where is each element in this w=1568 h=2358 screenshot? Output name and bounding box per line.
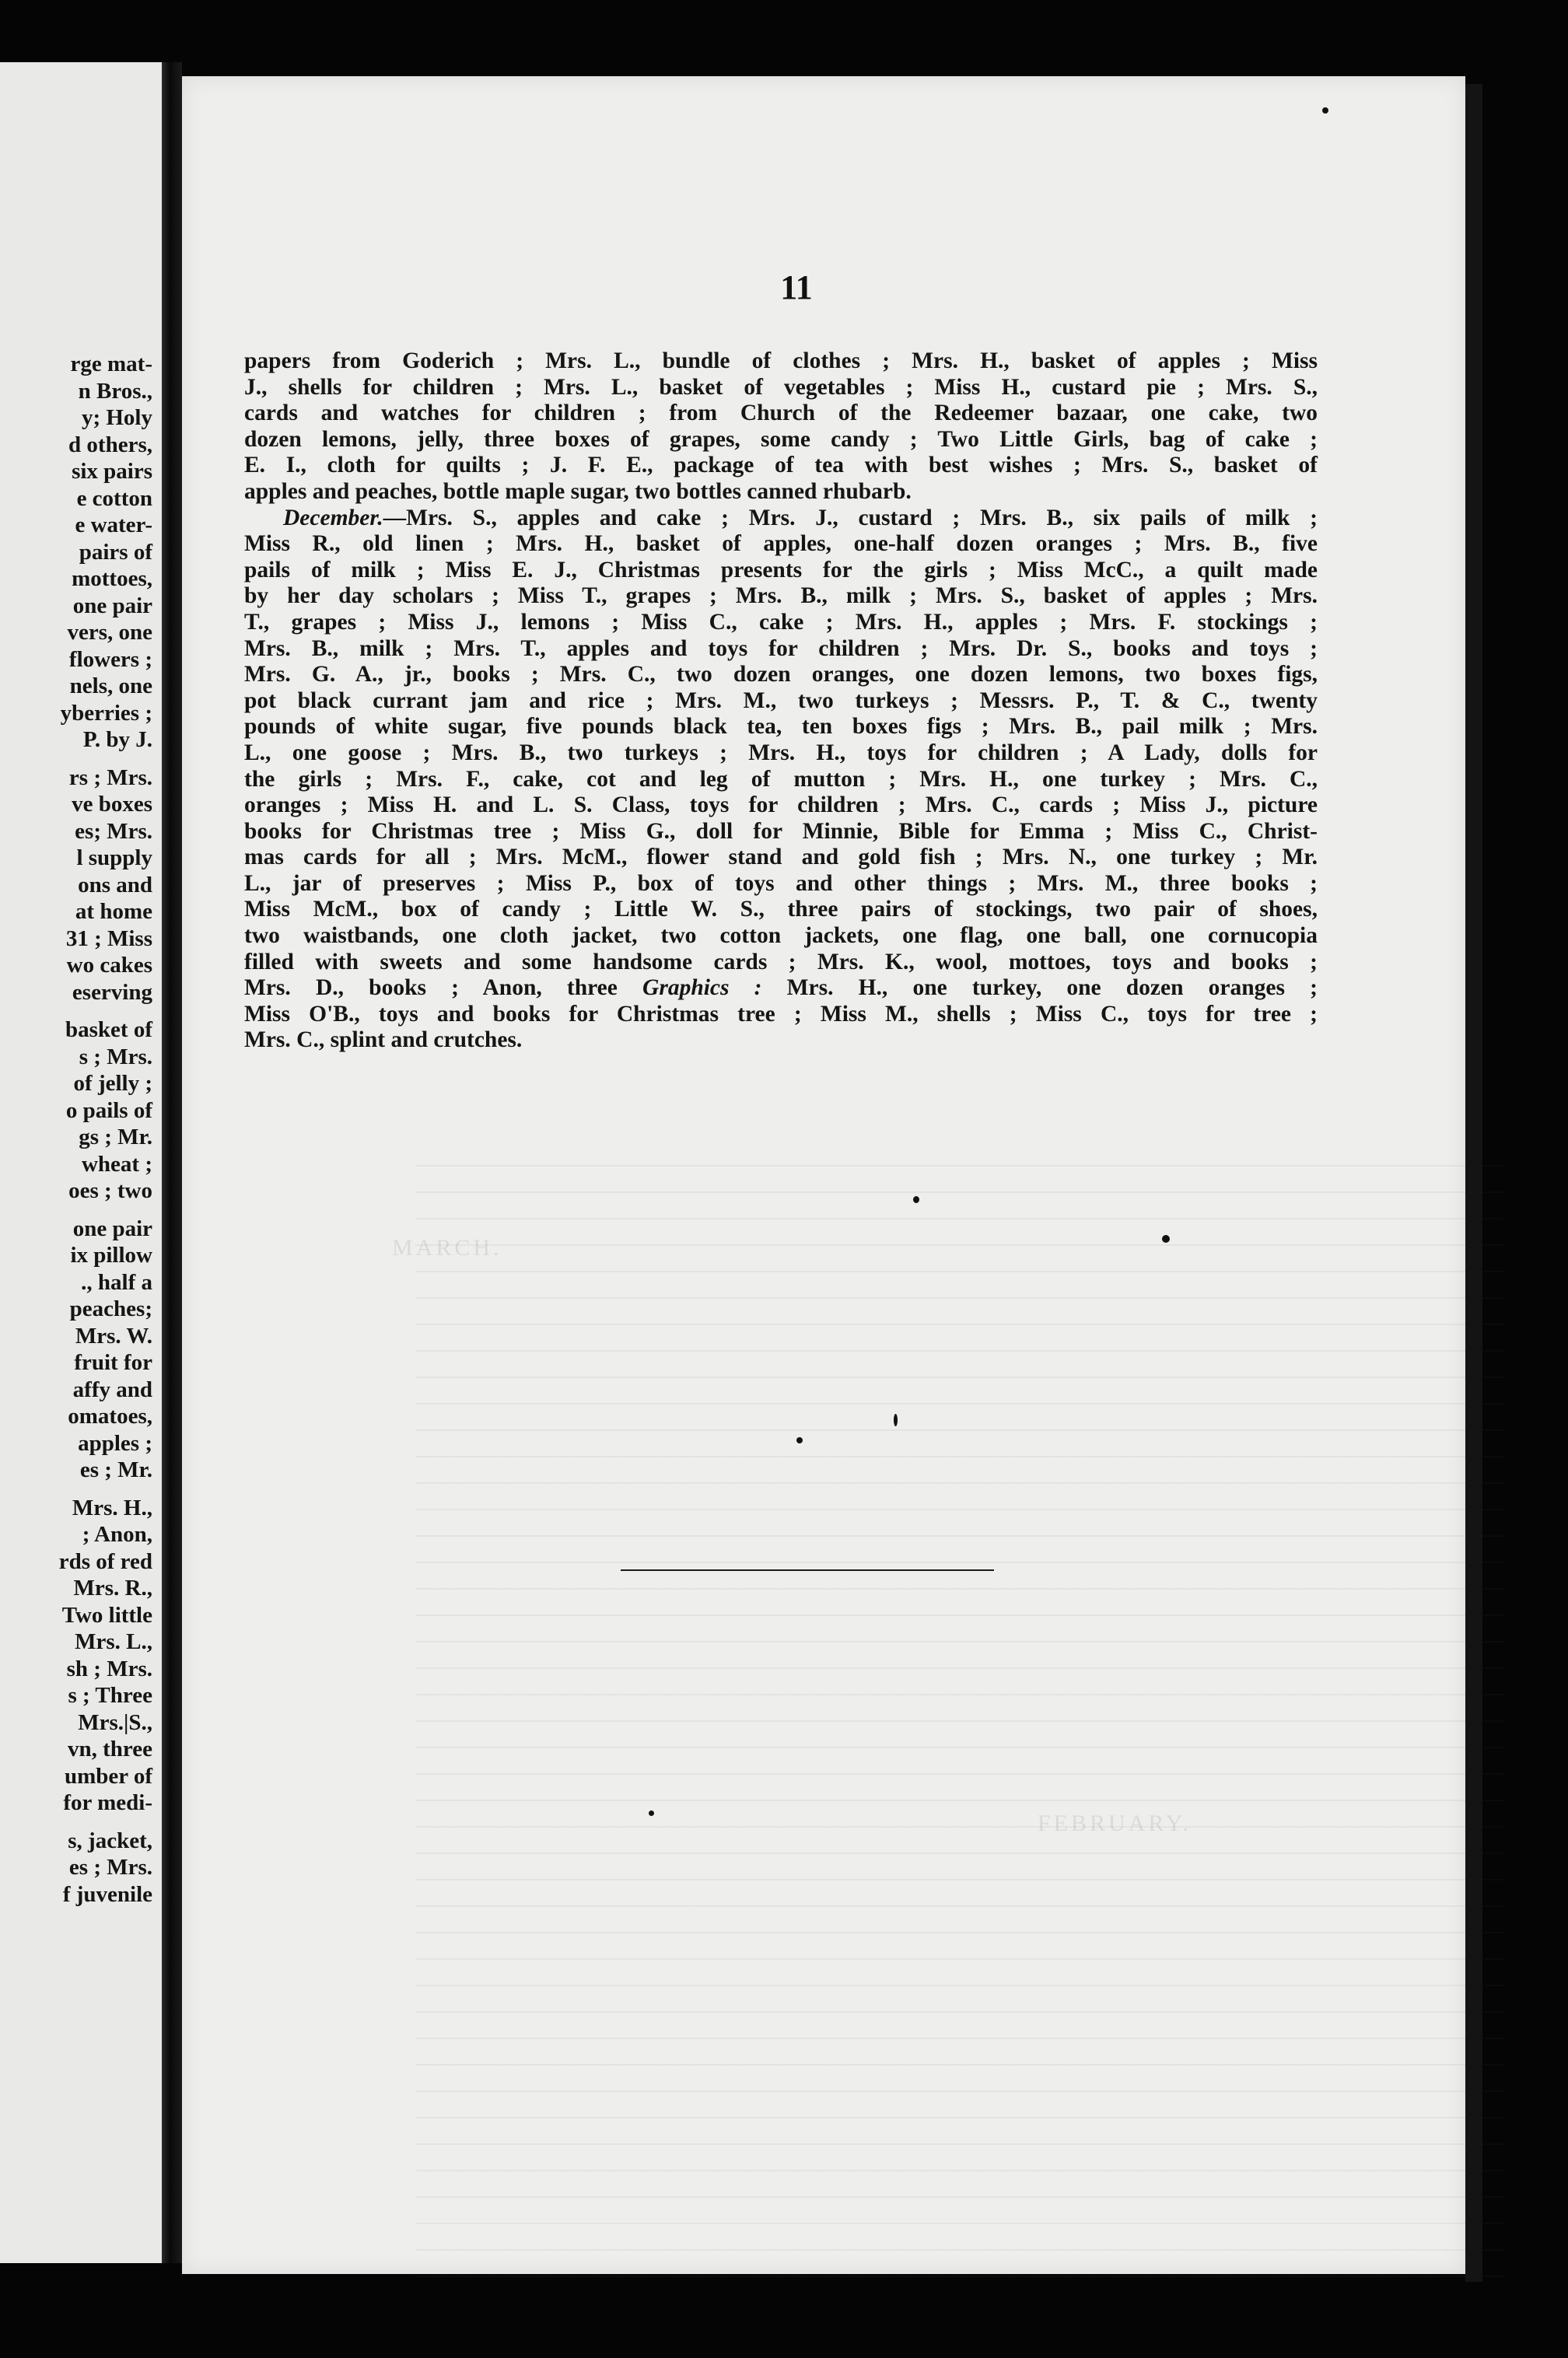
text-line: dozen lemons, jelly, three boxes of grapes, some candy ; Two Little Girls, bag of cake ; [244, 426, 1318, 452]
text-line: L., jar of preserves ; Miss P., box of toys and other things ; Mrs. M., three books ; [244, 870, 1318, 896]
bleed-through-ledger [415, 1142, 1504, 2293]
left-page-line: ., half a [81, 1269, 152, 1295]
paragraph-december [244, 506, 1318, 1054]
left-page-line: at home [75, 899, 152, 924]
text-line: J., shells for children ; Mrs. L., basket of vegetables ; Miss H., custard pie ; Mrs. S., [244, 374, 1318, 400]
text-run: Mrs. D., books ; Anon, three [244, 975, 643, 1001]
left-page-line: Mrs. W. [75, 1323, 152, 1349]
text-line: pounds of white sugar, five pounds black tea, ten boxes figs ; Mrs. B., pail milk ; Mrs. [244, 714, 1318, 740]
text-run: —Mrs. S., apples and cake ; Mrs. J., custard ; Mrs. B., six pails of milk ; [383, 505, 1318, 530]
left-page-line: for medi- [63, 1790, 152, 1815]
text-line: Miss McM., box of candy ; Little W. S., three pairs of stockings, two pair of shoes, [244, 897, 1318, 922]
left-page-line: 31 ; Miss [65, 925, 152, 951]
left-page-line: Two little [61, 1602, 152, 1628]
left-page-line: affy and [72, 1377, 152, 1402]
left-page-line: o pails of [65, 1097, 152, 1123]
left-page-line: vn, three [67, 1737, 152, 1762]
text-line: mas cards for all ; Mrs. McM., flower stand and gold fish ; Mrs. N., one turkey ; Mr. [244, 845, 1318, 870]
left-page-line: rge mat- [70, 352, 152, 376]
text-line: books for Christmas tree ; Miss G., doll for Minnie, Bible for Emma ; Miss C., Christ- [244, 818, 1318, 844]
donations-text [244, 348, 1318, 1054]
left-page-line: ; Anon, [82, 1522, 152, 1547]
left-page-line: fruit for [74, 1350, 152, 1375]
left-page-line: n Bros., [78, 378, 152, 404]
left-page-line: oes ; two [68, 1178, 152, 1203]
section-divider-rule [621, 1569, 994, 1571]
left-page-line: e water- [75, 513, 152, 537]
left-page-line: Mrs. H., [72, 1495, 152, 1520]
print-speck [649, 1810, 654, 1816]
print-speck [1322, 107, 1328, 114]
text-line [244, 975, 1318, 1002]
text-line: Mrs. B., milk ; Mrs. T., apples and toys for children ; Mrs. Dr. S., books and toys ; [244, 635, 1318, 661]
bleed-through-heading: MARCH. [392, 1235, 502, 1261]
left-page-line: wo cakes [66, 953, 152, 978]
left-page-line: l supply [76, 845, 152, 870]
text-line: oranges ; Miss H. and L. S. Class, toys for children ; Mrs. C., cards ; Miss J., picture [244, 792, 1318, 818]
text-line: the girls ; Mrs. F., cake, cot and leg of mutton ; Mrs. H., one turkey ; Mrs. C., [244, 766, 1318, 792]
left-page-line: sh ; Mrs. [66, 1656, 152, 1681]
paragraph-lines [244, 1002, 1318, 1054]
left-page-line: six pairs [72, 459, 152, 484]
left-page-line: ix pillow [70, 1243, 152, 1268]
left-page-line: rds of red [58, 1548, 152, 1574]
left-page-line: s ; Three [68, 1683, 152, 1708]
text-line [244, 506, 1318, 532]
text-line: by her day scholars ; Miss T., grapes ; Mrs. B., milk ; Mrs. S., basket of apples ; Mrs. [244, 583, 1318, 609]
text-line: Miss O'B., toys and books for Christmas tree ; Miss M., shells ; Miss C., toys for tree ; [244, 1001, 1318, 1027]
left-page-line: ve boxes [72, 792, 152, 817]
text-line: apples and peaches, bottle maple sugar, two bottles canned rhubarb. [244, 478, 912, 504]
left-page-line: rs ; Mrs. [68, 764, 152, 790]
left-page-line: y; Holy [81, 405, 152, 430]
text-line: Mrs. C., splint and crutches. [244, 1027, 523, 1053]
left-page-line: vers, one [67, 620, 152, 645]
left-page-line: ons and [78, 872, 152, 897]
left-page-line: f juvenile [62, 1881, 152, 1907]
text-run: Mrs. H., one turkey, one dozen oranges ; [761, 975, 1318, 1001]
text-line: pails of milk ; Miss E. J., Christmas presents for the girls ; Miss McC., a quilt made [244, 557, 1318, 583]
left-page-fragment [0, 62, 162, 2263]
left-page-line: s ; Mrs. [79, 1044, 152, 1069]
text-line: pot black currant jam and rice ; Mrs. M., two turkeys ; Messrs. P., T. & C., twenty [244, 687, 1318, 713]
left-page-line: one pair [72, 1216, 152, 1241]
text-line: cards and watches for children ; from Church of the Redeemer bazaar, one cake, two [244, 401, 1318, 426]
book-gutter [162, 62, 182, 2263]
left-page-line: flowers ; [68, 646, 152, 672]
text-line: E. I., cloth for quilts ; J. F. E., package of tea with best wishes ; Mrs. S., basket of [244, 453, 1318, 478]
paragraph-november-continued [244, 348, 1318, 506]
text-line: T., grapes ; Miss J., lemons ; Miss C., cake ; Mrs. H., apples ; Mrs. F. stockings ; [244, 609, 1318, 635]
paragraph-lines [244, 531, 1318, 975]
left-page-line: Mrs. R., [73, 1576, 152, 1601]
left-page-line: e cotton [76, 485, 152, 511]
left-page-line: basket of [65, 1017, 152, 1042]
text-line: Mrs. G. A., jr., books ; Mrs. C., two dozen oranges, one dozen lemons, two boxes figs, [244, 662, 1318, 687]
text-line: two waistbands, one cloth jacket, two cotton jackets, one flag, one ball, one cornucopia [244, 923, 1318, 949]
left-page-line: wheat ; [81, 1151, 152, 1177]
left-page-line: mottoes, [72, 566, 152, 591]
left-page-line: apples ; [78, 1430, 152, 1456]
left-page-line: umber of [64, 1763, 152, 1789]
italic-title: Graphics : [642, 975, 762, 1001]
left-page-line: s, jacket, [68, 1828, 152, 1853]
document-page [182, 76, 1465, 2274]
left-page-line: eserving [72, 979, 152, 1005]
left-page-line: P. by J. [82, 727, 152, 752]
left-page-line: pairs of [79, 539, 152, 565]
page-number: 11 [780, 268, 813, 306]
left-page-line: one pair [72, 593, 152, 618]
left-page-line: es; Mrs. [75, 818, 152, 844]
text-line: Miss R., old linen ; Mrs. H., basket of apples, one-half dozen oranges ; Mrs. B., five [244, 531, 1318, 557]
print-speck [894, 1414, 898, 1426]
left-page-line: peaches; [69, 1296, 152, 1321]
left-page-line: nels, one [69, 673, 152, 698]
print-speck [913, 1196, 919, 1203]
left-page-line: Mrs. L., [75, 1629, 152, 1654]
left-page-line: yberries ; [60, 700, 152, 726]
left-page-line: es ; Mrs. [68, 1855, 152, 1880]
left-page-line: of jelly ; [73, 1071, 152, 1096]
left-page-line: es ; Mr. [79, 1457, 152, 1482]
left-page-line: gs ; Mr. [79, 1125, 152, 1149]
left-page-line: d others, [68, 432, 152, 457]
text-line: filled with sweets and some handsome cards ; Mrs. K., wool, mottoes, toys and books ; [244, 949, 1318, 974]
print-speck [796, 1437, 803, 1443]
month-label: December. [283, 505, 383, 530]
left-page-line: Mrs.|S., [78, 1709, 152, 1735]
text-line: L., one goose ; Mrs. B., two turkeys ; Mrs. H., toys for children ; A Lady, dolls for [244, 740, 1318, 765]
left-page-line: omatoes, [68, 1404, 152, 1429]
text-line: papers from Goderich ; Mrs. L., bundle of clothes ; Mrs. H., basket of apples ; Miss [244, 348, 1318, 373]
print-speck [1162, 1235, 1170, 1243]
bleed-through-heading: FEBRUARY. [1038, 1810, 1192, 1836]
